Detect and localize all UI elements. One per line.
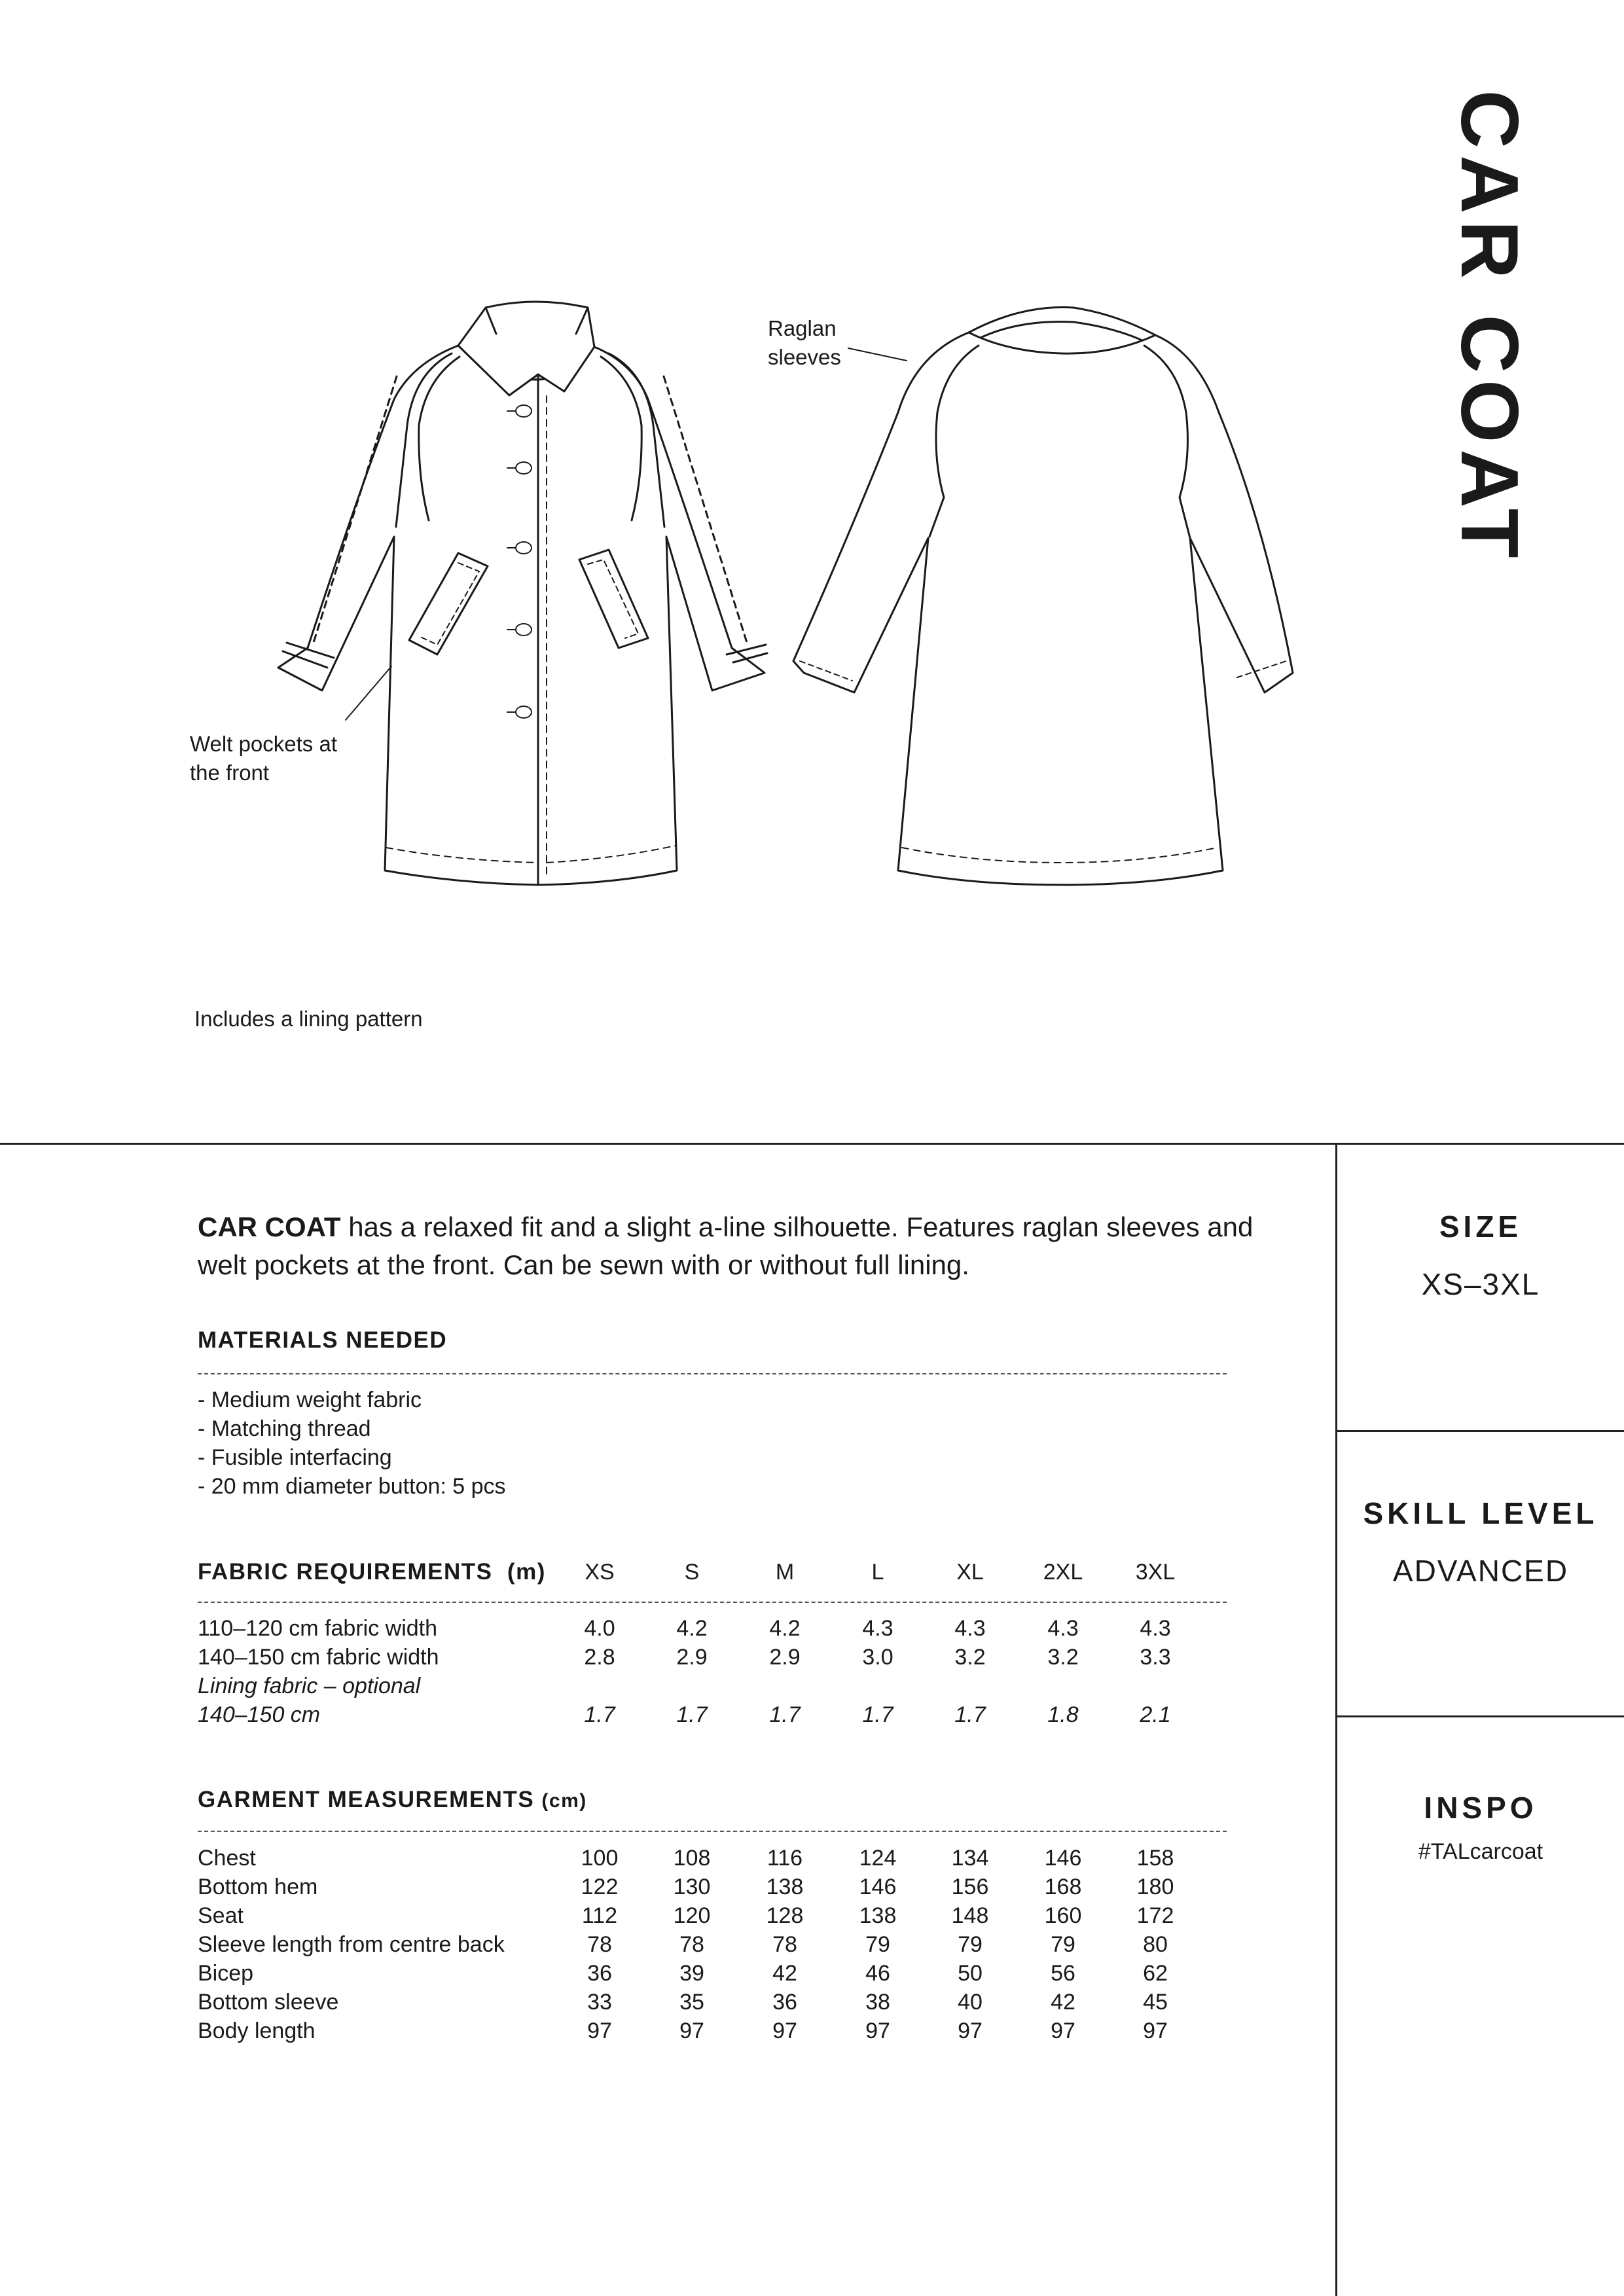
row-label: Chest — [198, 1846, 256, 1871]
table-cell: 172 — [1136, 1903, 1174, 1928]
table-cell: 156 — [951, 1874, 989, 1899]
table-cell: 2.8 — [584, 1645, 615, 1670]
table-row — [198, 1672, 1245, 1700]
table-cell: 146 — [859, 1874, 897, 1899]
welt-callout — [190, 730, 337, 787]
skill-level-value: ADVANCED — [1392, 1554, 1569, 1588]
table-cell: 3.2 — [954, 1645, 986, 1670]
welt-leader-line — [346, 666, 391, 720]
sidebar-separator — [1335, 1430, 1624, 1432]
table-row — [198, 1614, 1245, 1643]
table-row — [198, 1844, 1245, 1873]
table-cell: 42 — [772, 1961, 797, 1986]
garment-heading-text: GARMENT MEASUREMENTS — [198, 1787, 535, 1812]
table-cell: 120 — [673, 1903, 711, 1928]
table-cell: 160 — [1044, 1903, 1082, 1928]
table-cell: 158 — [1136, 1846, 1174, 1871]
table-cell: 134 — [951, 1846, 989, 1871]
table-cell: 2.9 — [769, 1645, 801, 1670]
row-label: Sleeve length from centre back — [198, 1932, 505, 1957]
table-cell: 3.3 — [1140, 1645, 1171, 1670]
table-cell: 1.8 — [1047, 1702, 1079, 1727]
row-label: 140–150 cm — [198, 1702, 321, 1727]
table-cell: 148 — [951, 1903, 989, 1928]
materials-list — [198, 1386, 506, 1501]
table-cell: 3.0 — [862, 1645, 893, 1670]
size-header: XL — [956, 1560, 984, 1585]
table-cell: 128 — [766, 1903, 804, 1928]
list-item: - 20 mm diameter button: 5 pcs — [198, 1474, 506, 1499]
table-cell: 4.2 — [769, 1616, 801, 1641]
table-cell: 2.1 — [1140, 1702, 1171, 1727]
table-cell: 1.7 — [954, 1702, 986, 1727]
dashed-rule — [198, 1602, 1227, 1603]
table-cell: 56 — [1051, 1961, 1075, 1986]
table-cell: 180 — [1136, 1874, 1174, 1899]
table-cell: 116 — [767, 1846, 803, 1871]
table-cell: 138 — [766, 1874, 804, 1899]
table-cell: 36 — [587, 1961, 612, 1986]
table-cell: 97 — [587, 2018, 612, 2043]
sidebar-separator — [1335, 1715, 1624, 1717]
table-cell: 108 — [673, 1846, 711, 1871]
table-cell: 80 — [1143, 1932, 1168, 1957]
raglan-callout-line-2: sleeves — [768, 345, 841, 369]
size-header: XS — [585, 1560, 615, 1585]
section-divider — [0, 1143, 1624, 1145]
table-row — [198, 1643, 1245, 1672]
description — [198, 1208, 1258, 1284]
coat-front-drawing — [278, 302, 767, 885]
garment-unit: (cm) — [541, 1790, 587, 1812]
size-header: L — [871, 1560, 884, 1585]
fabric-unit: (m) — [507, 1559, 546, 1585]
fabric-heading — [198, 1558, 546, 1587]
size-value: XS–3XL — [1421, 1267, 1540, 1301]
table-row — [198, 2017, 1245, 2045]
table-cell: 4.2 — [676, 1616, 708, 1641]
pattern-title — [1424, 90, 1555, 565]
row-label: Body length — [198, 2018, 316, 2043]
table-row — [198, 1988, 1245, 2017]
table-row — [198, 1930, 1245, 1959]
table-cell: 33 — [587, 1990, 612, 2015]
size-header: S — [684, 1560, 700, 1585]
welt-callout-line-1: Welt pockets at — [190, 732, 337, 756]
table-cell: 62 — [1143, 1961, 1168, 1986]
table-cell: 4.3 — [1140, 1616, 1171, 1641]
garment-heading — [198, 1787, 587, 1813]
table-cell: 78 — [587, 1932, 612, 1957]
table-cell: 168 — [1044, 1874, 1082, 1899]
table-cell: 97 — [865, 2018, 890, 2043]
table-cell: 122 — [581, 1874, 619, 1899]
sidebar-divider — [1335, 1143, 1337, 2296]
coat-back-drawing — [793, 307, 1293, 885]
table-row — [198, 1873, 1245, 1901]
table-cell: 39 — [679, 1961, 704, 1986]
table-cell: 38 — [865, 1990, 890, 2015]
table-cell: 42 — [1051, 1990, 1075, 2015]
size-header: M — [775, 1560, 795, 1585]
inspo-hashtag: #TALcarcoat — [1418, 1839, 1543, 1864]
table-cell: 97 — [679, 2018, 704, 2043]
table-cell: 1.7 — [769, 1702, 801, 1727]
row-label: 140–150 cm fabric width — [198, 1645, 439, 1670]
dashed-rule — [198, 1373, 1227, 1374]
raglan-callout-line-1: Raglan — [768, 316, 837, 340]
table-cell: 4.3 — [1047, 1616, 1079, 1641]
row-label: Bicep — [198, 1961, 254, 1986]
welt-callout-line-2: the front — [190, 761, 270, 785]
table-cell: 78 — [772, 1932, 797, 1957]
table-cell: 36 — [772, 1990, 797, 2015]
row-label: Bottom hem — [198, 1874, 318, 1899]
technical-drawing — [0, 249, 1375, 929]
description-text: has a relaxed fit and a slight a-line silhouette. Features raglan sleeves and welt pockets at the front. Can be sewn with or without full lining. — [198, 1211, 1254, 1280]
table-cell: 138 — [859, 1903, 897, 1928]
table-cell: 4.3 — [862, 1616, 893, 1641]
size-label: SIZE — [1439, 1210, 1523, 1244]
table-cell: 79 — [865, 1932, 890, 1957]
skill-level-label: SKILL LEVEL — [1363, 1496, 1598, 1530]
table-cell: 1.7 — [862, 1702, 893, 1727]
table-cell: 100 — [581, 1846, 619, 1871]
table-cell: 1.7 — [584, 1702, 615, 1727]
table-cell: 78 — [679, 1932, 704, 1957]
row-label: Seat — [198, 1903, 244, 1928]
table-cell: 79 — [958, 1932, 983, 1957]
fabric-header-row — [198, 1558, 1245, 1587]
table-cell: 4.3 — [954, 1616, 986, 1641]
row-label: Lining fabric – optional — [198, 1674, 421, 1698]
table-cell: 124 — [859, 1846, 897, 1871]
table-cell: 97 — [958, 2018, 983, 2043]
table-cell: 97 — [1143, 2018, 1168, 2043]
raglan-callout — [768, 314, 841, 372]
list-item: - Medium weight fabric — [198, 1388, 422, 1412]
materials-heading: MATERIALS NEEDED — [198, 1327, 448, 1353]
table-cell: 4.0 — [584, 1616, 615, 1641]
list-item: - Fusible interfacing — [198, 1445, 392, 1470]
table-cell: 97 — [1051, 2018, 1075, 2043]
dashed-rule — [198, 1831, 1227, 1832]
row-label: Bottom sleeve — [198, 1990, 339, 2015]
list-item: - Matching thread — [198, 1416, 371, 1441]
fabric-heading-text: FABRIC REQUIREMENTS — [198, 1559, 493, 1585]
table-cell: 3.2 — [1047, 1645, 1079, 1670]
table-cell: 50 — [958, 1961, 983, 1986]
table-cell: 46 — [865, 1961, 890, 1986]
table-cell: 2.9 — [676, 1645, 708, 1670]
pattern-title-text: CAR COAT — [1444, 90, 1534, 565]
inspo-label: INSPO — [1424, 1791, 1538, 1825]
row-label: 110–120 cm fabric width — [198, 1616, 438, 1641]
table-cell: 112 — [581, 1903, 618, 1928]
size-header: 3XL — [1135, 1560, 1176, 1585]
table-cell: 45 — [1143, 1990, 1168, 2015]
table-cell: 146 — [1044, 1846, 1082, 1871]
table-cell: 79 — [1051, 1932, 1075, 1957]
table-row — [198, 1700, 1245, 1729]
lining-note: Includes a lining pattern — [194, 1007, 423, 1031]
table-cell: 130 — [673, 1874, 711, 1899]
table-row — [198, 1959, 1245, 1988]
table-cell: 35 — [679, 1990, 704, 2015]
table-row — [198, 1901, 1245, 1930]
table-cell: 97 — [772, 2018, 797, 2043]
table-cell: 40 — [958, 1990, 983, 2015]
size-header: 2XL — [1043, 1560, 1083, 1585]
raglan-leader-line — [848, 348, 907, 361]
table-cell: 1.7 — [676, 1702, 708, 1727]
description-lead: CAR COAT — [198, 1211, 341, 1242]
